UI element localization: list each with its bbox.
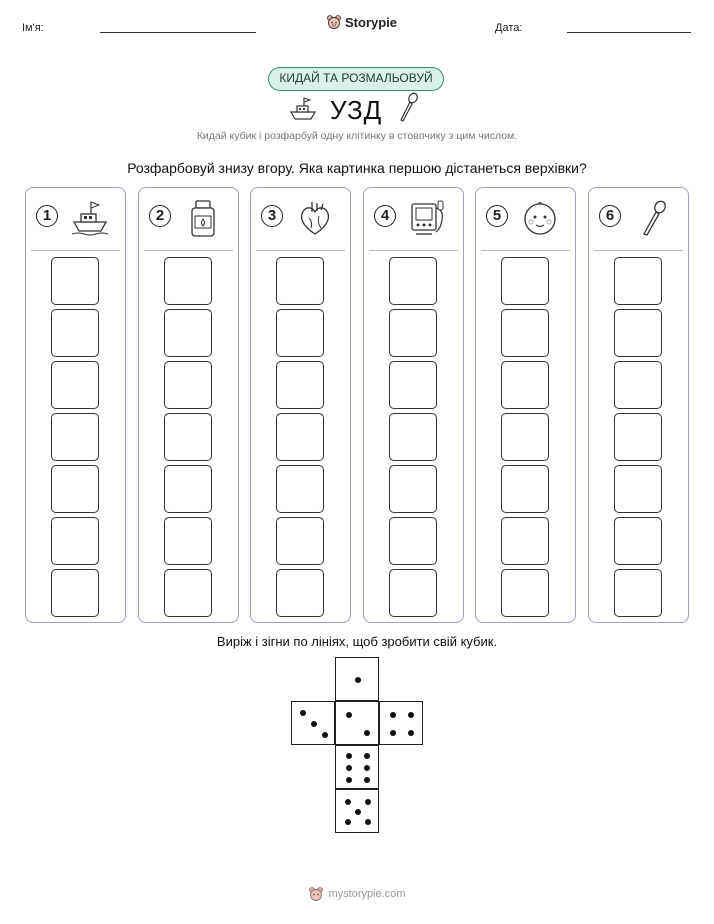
footer-url[interactable]: mystorypie.com <box>328 888 406 900</box>
die-face-1 <box>335 657 379 701</box>
die-pip <box>346 712 352 718</box>
baby-face-icon <box>520 198 560 238</box>
die-pip <box>364 730 370 736</box>
die-pip <box>355 677 361 683</box>
die-pip <box>365 819 371 825</box>
column-number: 2 <box>149 205 171 227</box>
color-cell[interactable] <box>501 517 549 565</box>
color-cell[interactable] <box>51 517 99 565</box>
die-pip <box>345 799 351 805</box>
boat-icon <box>70 198 110 238</box>
column-divider <box>256 250 345 251</box>
color-cell[interactable] <box>276 257 324 305</box>
question: Розфарбовуй знизу вгору. Яка картинка першою дістанеться верхівки? <box>127 160 587 176</box>
color-cell[interactable] <box>276 517 324 565</box>
column-divider <box>481 250 570 251</box>
column-number: 1 <box>36 205 58 227</box>
column-3 <box>250 187 351 623</box>
color-cell[interactable] <box>164 309 212 357</box>
color-cell[interactable] <box>389 413 437 461</box>
color-cell[interactable] <box>614 569 662 617</box>
color-cell[interactable] <box>51 413 99 461</box>
color-cell[interactable] <box>51 569 99 617</box>
column-divider <box>594 250 683 251</box>
color-cell[interactable] <box>389 517 437 565</box>
color-cell[interactable] <box>51 257 99 305</box>
color-cell[interactable] <box>389 569 437 617</box>
die-face-4 <box>379 701 423 745</box>
color-cell[interactable] <box>51 361 99 409</box>
bear-logo-icon <box>326 14 342 30</box>
die-pip <box>346 765 352 771</box>
ultrasound-probe-icon <box>396 92 420 124</box>
color-cell[interactable] <box>164 361 212 409</box>
ultrasound-probe-icon <box>633 198 673 238</box>
color-cell[interactable] <box>164 569 212 617</box>
column-2 <box>138 187 239 623</box>
color-cell[interactable] <box>614 413 662 461</box>
color-cell[interactable] <box>614 517 662 565</box>
color-cell[interactable] <box>501 361 549 409</box>
name-line[interactable] <box>100 32 256 33</box>
page-title: УЗД <box>330 95 383 125</box>
color-cell[interactable] <box>389 361 437 409</box>
column-number: 3 <box>261 205 283 227</box>
die-pip <box>300 710 306 716</box>
column-number: 6 <box>599 205 621 227</box>
color-cell[interactable] <box>164 517 212 565</box>
heart-icon <box>295 198 335 238</box>
subtitle: Кидай кубик і розфарбуй одну клітинку в стовпчику з цим числом. <box>196 130 518 142</box>
column-1 <box>25 187 126 623</box>
color-cell[interactable] <box>164 413 212 461</box>
column-4 <box>363 187 464 623</box>
color-cell[interactable] <box>614 257 662 305</box>
color-cell[interactable] <box>389 257 437 305</box>
ultrasound-machine-icon <box>408 198 448 238</box>
die-pip <box>355 809 361 815</box>
date-line[interactable] <box>567 32 691 33</box>
color-cell[interactable] <box>614 309 662 357</box>
die-face-5 <box>335 789 379 833</box>
die-face-3 <box>291 701 335 745</box>
boat-icon <box>288 96 318 122</box>
column-divider <box>31 250 120 251</box>
die-pip <box>346 777 352 783</box>
color-cell[interactable] <box>164 257 212 305</box>
color-cell[interactable] <box>276 569 324 617</box>
color-cell[interactable] <box>501 465 549 513</box>
color-cell[interactable] <box>389 465 437 513</box>
color-cell[interactable] <box>501 257 549 305</box>
die-pip <box>346 753 352 759</box>
die-pip <box>364 753 370 759</box>
die-pip <box>364 777 370 783</box>
die-pip <box>408 712 414 718</box>
column-divider <box>369 250 458 251</box>
color-cell[interactable] <box>614 361 662 409</box>
footer <box>0 886 714 902</box>
color-cell[interactable] <box>389 309 437 357</box>
column-number: 5 <box>486 205 508 227</box>
color-cell[interactable] <box>501 569 549 617</box>
activity-badge: КИДАЙ ТА РОЗМАЛЬОВУЙ <box>268 67 444 91</box>
color-cell[interactable] <box>276 361 324 409</box>
die-pip <box>390 730 396 736</box>
color-cell[interactable] <box>51 465 99 513</box>
column-number: 4 <box>374 205 396 227</box>
medicine-bottle-icon <box>183 198 223 238</box>
date-label: Дата: <box>495 22 523 34</box>
die-face-2 <box>335 701 379 745</box>
color-cell[interactable] <box>276 465 324 513</box>
color-cell[interactable] <box>164 465 212 513</box>
die-pip <box>408 730 414 736</box>
brand-name: Storypie <box>345 14 398 30</box>
die-pip <box>365 799 371 805</box>
color-cell[interactable] <box>51 309 99 357</box>
die-pip <box>322 732 328 738</box>
die-face-6 <box>335 745 379 789</box>
bear-logo-icon <box>308 886 324 902</box>
die-pip <box>390 712 396 718</box>
color-cell[interactable] <box>276 413 324 461</box>
color-cell[interactable] <box>276 309 324 357</box>
die-pip <box>364 765 370 771</box>
color-cell[interactable] <box>501 413 549 461</box>
brand-logo <box>326 14 397 30</box>
name-label: Ім'я: <box>22 22 44 34</box>
die-pip <box>345 819 351 825</box>
color-cell[interactable] <box>501 309 549 357</box>
color-cell[interactable] <box>614 465 662 513</box>
column-6 <box>588 187 689 623</box>
die-pip <box>311 721 317 727</box>
cube-instruction: Виріж і зігни по лініях, щоб зробити свій кубик. <box>216 634 498 649</box>
column-5 <box>475 187 576 623</box>
column-divider <box>144 250 233 251</box>
